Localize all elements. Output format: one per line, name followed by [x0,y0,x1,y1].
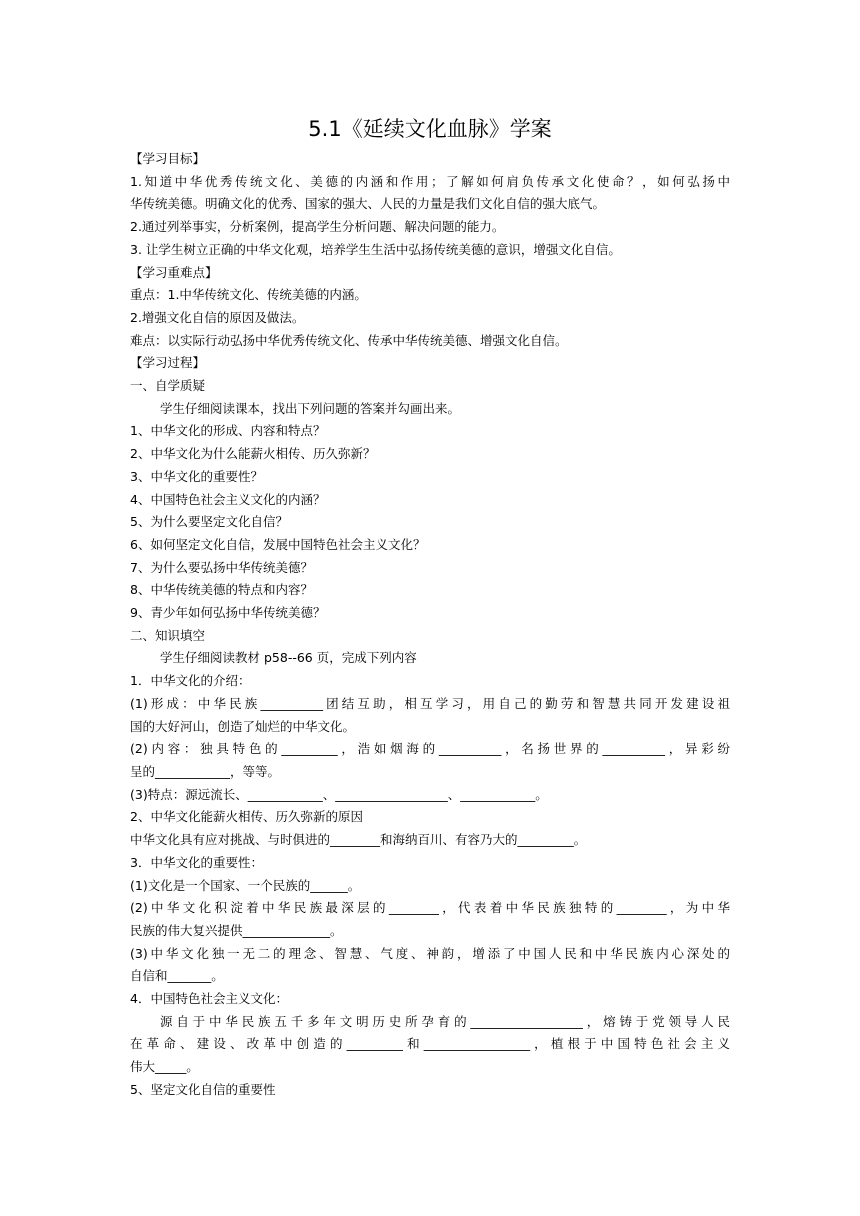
fill-in-line: 中华文化具有应对挑战、与时俱进的________和海纳百川、有容乃大的_________。 [130,832,587,848]
objective-1-line-2: 华传统美德。明确文化的优秀、国家的强大、人民的力量是我们文化自信的强大底气。 [130,196,606,212]
fill-in-line: 呈的____________，等等。 [130,763,281,779]
fill-heading: 5、坚定文化自信的重要性 [130,1081,276,1097]
question-item: 7、为什么要弘扬中华传统美德？ [130,559,313,575]
fill-in-line: (1)文化是一个国家、一个民族的______。 [130,877,361,893]
subsection-heading: 一、自学质疑 [130,378,206,394]
question-item: 4、中国特色社会主义文化的内涵？ [130,491,326,507]
fill-in-line: 源自于中华民族五千多年文明历史所孕育的__________________，熔铸于党领导人民 [160,1013,730,1029]
objective-3: 3. 让学生树立正确的中华文化观，培养学生生活中弘扬传统美德的意识，增强文化自信。 [130,241,621,257]
subsection-heading: 二、知识填空 [130,627,206,643]
fill-in-line: (2)内容：独具特色的_________，浩如烟海的__________，名扬世界的__________，异彩纷 [130,741,730,757]
fill-heading: 4．中国特色社会主义文化： [130,991,288,1007]
instruction-text: 学生仔细阅读教材 p58--66 页，完成下列内容 [160,650,417,666]
fill-heading: 1．中华文化的介绍： [130,673,251,689]
question-item: 8、中华传统美德的特点和内容？ [130,582,313,598]
question-item: 2、中华文化为什么能薪火相传、历久弥新？ [130,446,376,462]
fill-in-line: (3)特点：源远流长、____________、__________________、____________。 [130,786,548,802]
question-item: 3、中华文化的重要性？ [130,468,263,484]
fill-in-line: 国的大好河山，创造了灿烂的中华文化。 [130,718,356,734]
question-item: 6、如何坚定文化自信，发展中国特色社会主义文化？ [130,536,426,552]
key-point-2: 2.增强文化自信的原因及做法。 [130,309,305,325]
fill-in-line: 在革命、建设、改革中创造的_________和_________________，植根于中国特色社会主义 [130,1036,730,1052]
fill-in-line: (2)中华文化积淀着中华民族最深层的________，代表着中华民族独特的________，为中华 [130,900,730,916]
objective-1-line-1: 1.知道中华优秀传统文化、美德的内涵和作用；了解如何肩负传承文化使命？，如何弘扬中 [130,173,730,189]
fill-in-line: 民族的伟大复兴提供______________。 [130,922,343,938]
section-heading: 【学习过程】 [130,355,206,371]
fill-in-line: 自信和_______。 [130,968,224,984]
fill-heading: 2、中华文化能薪火相传、历久弥新的原因 [130,809,363,825]
document-body [130,148,730,1102]
question-item: 5、为什么要坚定文化自信？ [130,514,288,530]
question-item: 1、中华文化的形成、内容和特点？ [130,423,326,439]
fill-in-line: 伟大_____。 [130,1059,199,1075]
section-heading: 【学习目标】 [130,151,206,166]
question-item: 9、青少年如何弘扬中华传统美德？ [130,605,326,621]
fill-heading: 3．中华文化的重要性： [130,854,263,870]
objective-2: 2.通过列举事实，分析案例，提高学生分析问题、解决问题的能力。 [130,219,505,235]
page-title: 5.1《延续文化血脉》学案 [308,117,552,141]
difficult-point: 难点：以实际行动弘扬中华优秀传统文化、传承中华传统美德、增强文化自信。 [130,332,568,348]
fill-in-line: (1)形成：中华民族__________团结互助，相互学习，用自己的勤劳和智慧共同开发建设祖 [130,695,730,711]
section-heading: 【学习重难点】 [130,264,218,280]
fill-in-line: (3)中华文化独一无二的理念、智慧、气度、神韵，增添了中国人民和中华民族内心深处的 [130,945,730,961]
instruction-text: 学生仔细阅读课本，找出下列问题的答案并勾画出来。 [160,400,461,416]
key-point-1: 重点：1.中华传统文化、传统美德的内涵。 [130,287,367,303]
